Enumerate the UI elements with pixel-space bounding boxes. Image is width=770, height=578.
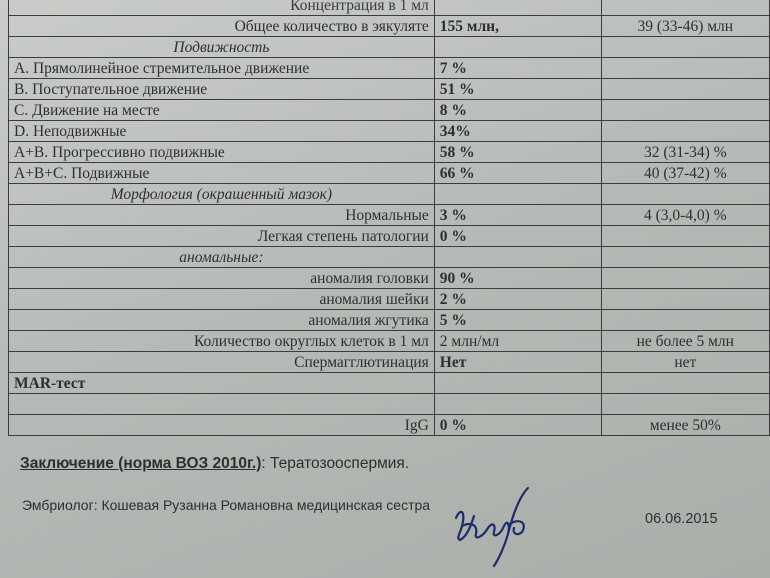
parameter-value: 51 %: [434, 79, 601, 100]
reference-norm: 39 (33-46) млн: [601, 16, 769, 37]
table-row: [9, 58, 770, 79]
parameter-value: 7 %: [434, 58, 601, 79]
table-row: [9, 142, 770, 163]
table-row: [9, 205, 770, 226]
results-table: [8, 0, 770, 436]
table-row: [9, 268, 770, 289]
parameter-value: 90 %: [434, 268, 601, 289]
reference-norm: [601, 79, 769, 100]
parameter-name: A+B+C. Подвижные: [9, 163, 435, 184]
parameter-name: аномалия жгутика: [9, 310, 435, 331]
parameter-value: 2 млн/мл: [434, 331, 601, 352]
parameter-value: 66 %: [434, 163, 601, 184]
parameter-value: 2 %: [434, 289, 601, 310]
parameter-name: Легкая степень патологии: [9, 226, 435, 247]
table-row: [9, 331, 770, 352]
reference-norm: менее 50%: [601, 415, 769, 436]
partial-row-name: Концентрация в 1 мл: [9, 0, 435, 16]
table-row: [9, 79, 770, 100]
parameter-name: IgG: [9, 415, 435, 436]
parameter-value: 8 %: [434, 100, 601, 121]
empty-cell: [434, 394, 601, 415]
reference-norm: 40 (37-42) %: [601, 163, 769, 184]
test-header-title: MAR-тест: [9, 373, 435, 394]
conclusion-label: Заключение (норма ВОЗ 2010г.): [20, 455, 262, 472]
embryologist-line: Эмбриолог: Кошевая Рузанна Романовна медицинская сестра: [22, 497, 431, 513]
empty-cell: [601, 184, 769, 205]
empty-cell: [601, 37, 769, 58]
parameter-name: A+B. Прогрессивно подвижные: [9, 142, 435, 163]
report-date: 06.06.2015: [645, 511, 718, 527]
empty-cell: [434, 373, 601, 394]
partial-row-norm: [601, 0, 769, 16]
table-row: [9, 121, 770, 142]
reference-norm: [601, 226, 769, 247]
conclusion: [20, 455, 409, 473]
reference-norm: не более 5 млн: [601, 331, 769, 352]
blank-row: [9, 394, 770, 415]
table-row: [9, 226, 770, 247]
parameter-value: 58 %: [434, 142, 601, 163]
section-title: Подвижность: [9, 37, 435, 58]
parameter-name: A. Прямолинейное стремительное движение: [9, 58, 435, 79]
reference-norm: нет: [601, 352, 769, 373]
section-row: [9, 37, 770, 58]
empty-cell: [434, 184, 601, 205]
conclusion-text: Тератозооспермия.: [270, 455, 410, 472]
empty-cell: [601, 247, 769, 268]
reference-norm: [601, 121, 769, 142]
table-row-partial: [9, 0, 770, 16]
handwritten-signature: [448, 478, 548, 568]
parameter-value: 155 млн,: [434, 16, 601, 37]
parameter-value: 34%: [434, 121, 601, 142]
parameter-value: 5 %: [434, 310, 601, 331]
empty-cell: [9, 394, 435, 415]
table-row: [9, 16, 770, 37]
section-row: [9, 247, 770, 268]
parameter-value: 0 %: [434, 415, 601, 436]
parameter-name: B. Поступательное движение: [9, 79, 435, 100]
parameter-name: Нормальные: [9, 205, 435, 226]
parameter-value: Нет: [434, 352, 601, 373]
empty-cell: [601, 373, 769, 394]
conclusion-separator: :: [261, 455, 271, 472]
parameter-name: Общее количество в эякуляте: [9, 16, 435, 37]
table-row: [9, 289, 770, 310]
parameter-value: 0 %: [434, 226, 601, 247]
reference-norm: 4 (3,0-4,0) %: [601, 205, 769, 226]
reference-norm: [601, 289, 769, 310]
reference-norm: [601, 58, 769, 79]
partial-row-value: [434, 0, 601, 16]
reference-norm: [601, 310, 769, 331]
test-header-row: [9, 373, 770, 394]
reference-norm: [601, 100, 769, 121]
table-row: [9, 352, 770, 373]
parameter-value: 3 %: [434, 205, 601, 226]
section-row: [9, 184, 770, 205]
empty-cell: [434, 247, 601, 268]
section-title: аномальные:: [9, 247, 435, 268]
parameter-name: D. Неподвижные: [9, 121, 435, 142]
table-row: [9, 415, 770, 436]
parameter-name: аномалия головки: [9, 268, 435, 289]
parameter-name: Спермагглютинация: [9, 352, 435, 373]
reference-norm: 32 (31-34) %: [601, 142, 769, 163]
empty-cell: [434, 37, 601, 58]
table-row: [9, 310, 770, 331]
table-row: [9, 100, 770, 121]
parameter-name: C. Движение на месте: [9, 100, 435, 121]
parameter-name: Количество округлых клеток в 1 мл: [9, 331, 435, 352]
reference-norm: [601, 268, 769, 289]
empty-cell: [601, 394, 769, 415]
section-title: Морфология (окрашенный мазок): [9, 184, 435, 205]
table-row: [9, 163, 770, 184]
parameter-name: аномалия шейки: [9, 289, 435, 310]
